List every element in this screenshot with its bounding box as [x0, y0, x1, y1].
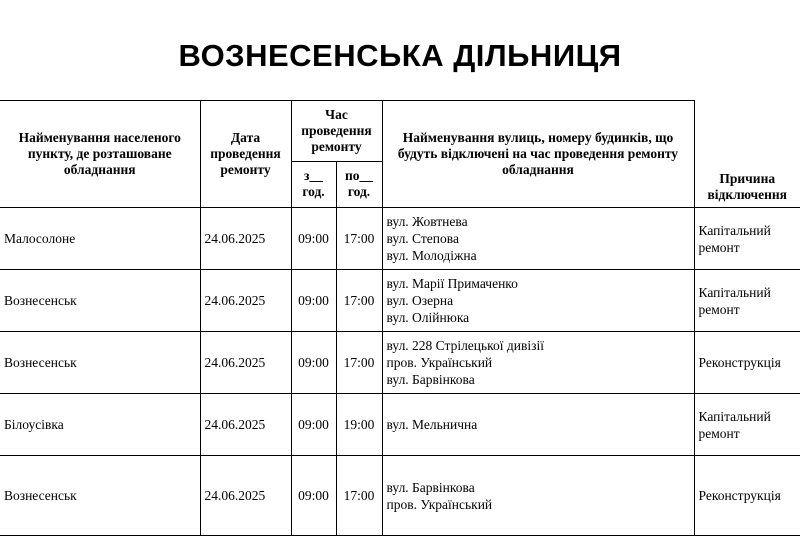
- header-reason-spacer: [694, 101, 800, 162]
- cell-date: 24.06.2025: [200, 270, 291, 332]
- cell-streets: [382, 394, 694, 456]
- cell-settlement: Вознесенськ: [0, 270, 200, 332]
- cell-streets: [382, 208, 694, 270]
- cell-date: 24.06.2025: [200, 456, 291, 536]
- table-row: [0, 456, 800, 536]
- cell-settlement: Малосолоне: [0, 208, 200, 270]
- header-streets: Найменування вулиць, номеру будинків, що будуть відключені на час проведення ремонту обладнання: [382, 101, 694, 208]
- outage-table: [0, 100, 800, 536]
- cell-from: 09:00: [291, 394, 336, 456]
- street-name: вул. Молодіжна: [386, 248, 477, 263]
- table-body: [0, 208, 800, 536]
- street-name: вул. Озерна: [386, 293, 454, 308]
- street-name: пров. Український: [386, 496, 493, 512]
- cell-settlement: Вознесенськ: [0, 332, 200, 394]
- street-name: вул. Мельнична: [386, 417, 478, 432]
- cell-reason: Капітальний ремонт: [694, 208, 800, 270]
- cell-date: 24.06.2025: [200, 208, 291, 270]
- cell-date: 24.06.2025: [200, 332, 291, 394]
- header-settlement: Найменування населеного пункту, де розташоване обладнання: [0, 101, 200, 208]
- cell-from: 09:00: [291, 270, 336, 332]
- cell-reason: Реконструкція: [694, 332, 800, 394]
- header-time: Час проведення ремонту: [291, 101, 382, 162]
- cell-to: 17:00: [336, 208, 382, 270]
- table-row: [0, 270, 800, 332]
- header-from: з__ год.: [291, 161, 336, 207]
- street-name: вул. Жовтнева: [386, 214, 468, 229]
- street-name: вул. Степова: [386, 231, 459, 246]
- cell-reason: Капітальний ремонт: [694, 270, 800, 332]
- cell-settlement: Білоусівка: [0, 394, 200, 456]
- cell-reason: Капітальний ремонт: [694, 394, 800, 456]
- cell-from: 09:00: [291, 332, 336, 394]
- street-name: пров. Український: [386, 355, 493, 370]
- table-row: [0, 332, 800, 394]
- cell-reason: Реконструкція: [694, 456, 800, 536]
- cell-from: 09:00: [291, 208, 336, 270]
- street-name: вул. Марії Примаченко: [386, 276, 518, 291]
- cell-from: 09:00: [291, 456, 336, 536]
- cell-date: 24.06.2025: [200, 394, 291, 456]
- header-reason: Причина відключення: [694, 161, 800, 207]
- cell-streets: [382, 456, 694, 536]
- street-name: вул. Олійнюка: [386, 310, 470, 325]
- table-row: [0, 208, 800, 270]
- cell-to: 17:00: [336, 456, 382, 536]
- street-name: вул. 228 Стрілецької дивізії: [386, 338, 544, 353]
- header-to: по__ год.: [336, 161, 382, 207]
- table-row: [0, 394, 800, 456]
- street-name: вул. Барвінкова: [386, 479, 475, 495]
- street-name: вул. Барвінкова: [386, 372, 475, 387]
- cell-to: 19:00: [336, 394, 382, 456]
- header-date: Дата проведення ремонту: [200, 101, 291, 208]
- page-title: ВОЗНЕСЕНСЬКА ДІЛЬНИЦЯ: [178, 38, 622, 73]
- cell-streets: [382, 332, 694, 394]
- cell-to: 17:00: [336, 270, 382, 332]
- cell-streets: [382, 270, 694, 332]
- cell-settlement: Вознесенськ: [0, 456, 200, 536]
- cell-to: 17:00: [336, 332, 382, 394]
